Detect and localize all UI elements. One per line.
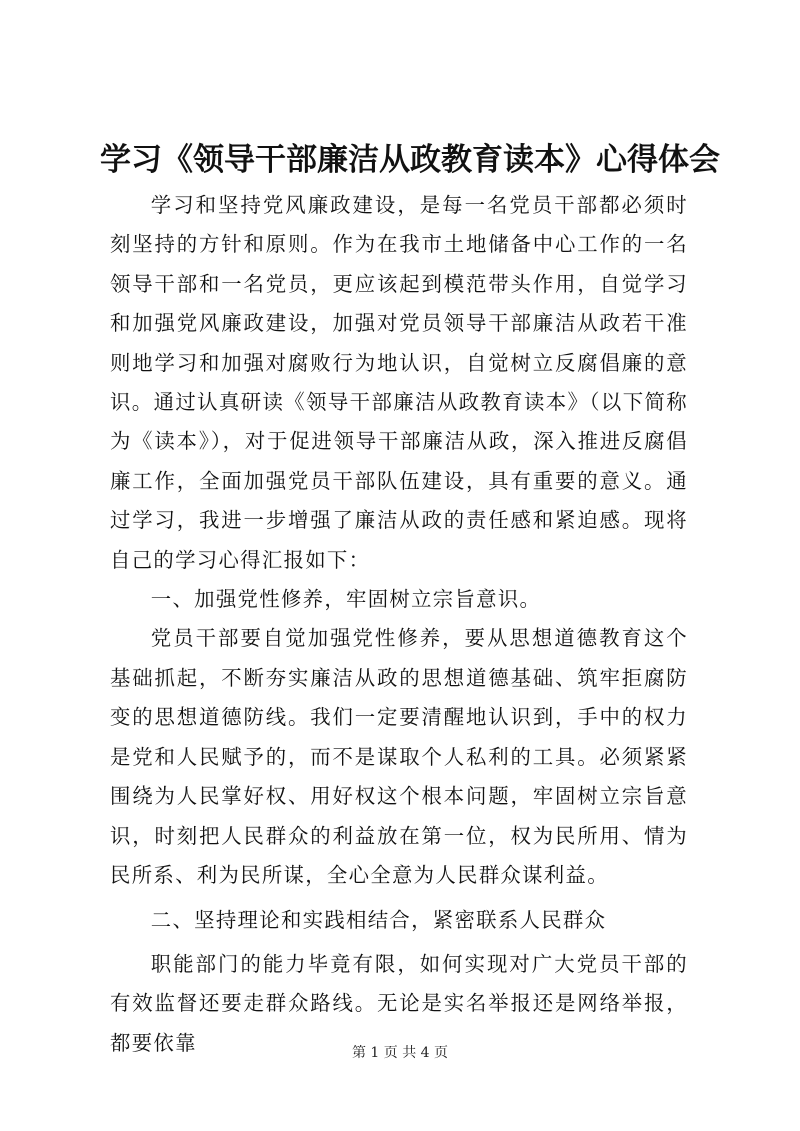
document-title: 学习《领导干部廉洁从政教育读本》心得体会 [100,142,720,178]
section-heading-1: 一、加强党性修养，牢固树立宗旨意识。 [150,587,542,612]
page-number-footer: 第 1 页 共 4 页 [351,1045,449,1061]
paragraph-supervision: 职能部门的能力毕竟有限，如何实现对广大党员干部的有效监督还要走群众路线。无论是实名举报还是网络举报，都要依靠 [110,951,688,1055]
document-body [110,186,688,1063]
paragraph-party-spirit: 党员干部要自觉加强党性修养，要从思想道德教育这个基础抓起，不断夯实廉洁从政的思想道德基础、筑牢拒腐防变的思想道德防线。我们一定要清醒地认识到，手中的权力是党和人民赋予的，而不是谋取个人私利的工具。必须紧紧围绕为人民掌好权、用好权这个根本问题，牢固树立宗旨意识，时刻把人民群众的利益放在第一位，权为民所用、情为民所系、利为民所谋，全心全意为人民群众谋利益。 [110,626,688,887]
paragraph-intro: 学习和坚持党风廉政建设，是每一名党员干部都必须时刻坚持的方针和原则。作为在我市土地储备中心工作的一名领导干部和一名党员，更应该起到模范带头作用，自觉学习和加强党风廉政建设，加强对党员领导干部廉洁从政若干准则地学习和加强对腐败行为地认识，自觉树立反腐倡廉的意识。通过认真研读《领导干部廉洁从政教育读本》（以下简称为《读本》），对于促进领导干部廉洁从政，深入推进反腐倡廉工作，全面加强党员干部队伍建设，具有重要的意义。通过学习，我进一步增强了廉洁从政的责任感和紧迫感。现将自己的学习心得汇报如下： [110,193,688,572]
section-heading-2: 二、坚持理论和实践相结合，紧密联系人民群众 [150,908,607,933]
